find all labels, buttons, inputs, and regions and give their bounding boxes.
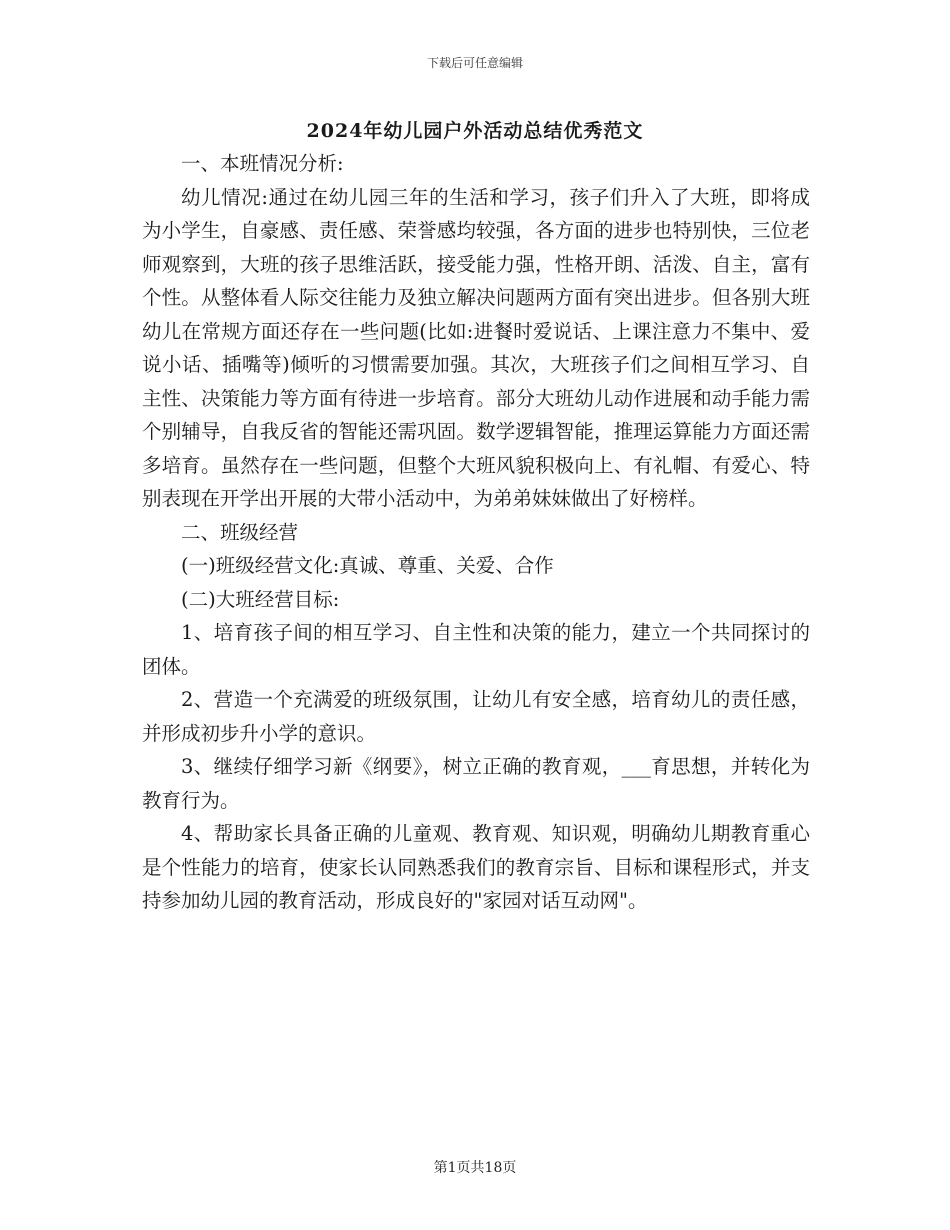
list-item: 3、继续仔细学习新《纲要》，树立正确的教育观，___育思想，并转化为教育行为。 (142, 755, 810, 812)
page-number: 第1页共18页 (433, 1160, 517, 1176)
list-item: 2、营造一个充满爱的班级氛围，让幼儿有安全感，培育幼儿的责任感，并形成初步升小学的意识。 (142, 688, 810, 745)
section-heading: 一、本班情况分析: (181, 152, 344, 175)
list-item: 4、帮助家长具备正确的儿童观、教育观、知识观，明确幼儿期教育重心是个性能力的培育，使家长认同熟悉我们的教育宗旨、目标和课程形式，并支持参加幼儿园的教育活动，形成良好的"家园对话互动网"。 (142, 822, 810, 912)
document-body (142, 147, 810, 918)
paragraph: 幼儿情况:通过在幼儿园三年的生活和学习，孩子们升入了大班，即将成为小学生，自豪感、责任感、荣誉感均较强，各方面的进步也特别快，三位老师观察到，大班的孩子思维活跃，接受能力强，性格开朗、活泼、自主，富有个性。从整体看人际交往能力及独立解决问题两方面有突出进步。但各别大班幼儿在常规方面还存在一些问题(比如:进餐时爱说话、上课注意力不集中、爱说小话、插嘴等)倾听的习惯需要加强。其次，大班孩子们之间相互学习、自主性、决策能力等方面有待进一步培育。部分大班幼儿动作进展和动手能力需个别辅导，自我反省的智能还需巩固。数学逻辑智能，推理运算能力方面还需多培育。虽然存在一些问题，但整个大班风貌积极向上、有礼帽、有爱心、特别表现在开学出开展的大带小活动中，为弟弟妹妹做出了好榜样。 (142, 185, 810, 510)
header-note: 下载后可任意编辑 (426, 56, 523, 70)
page-title: 2024年幼儿园户外活动总结优秀范文 (306, 120, 644, 142)
paragraph: (二)大班经营目标: (181, 587, 340, 611)
section-heading: 二、班级经营 (181, 520, 299, 544)
paragraph: (一)班级经营文化:真诚、尊重、关爱、合作 (181, 554, 554, 577)
list-item: 1、培育孩子间的相互学习、自主性和决策的能力，建立一个共同探讨的团体。 (142, 621, 810, 678)
